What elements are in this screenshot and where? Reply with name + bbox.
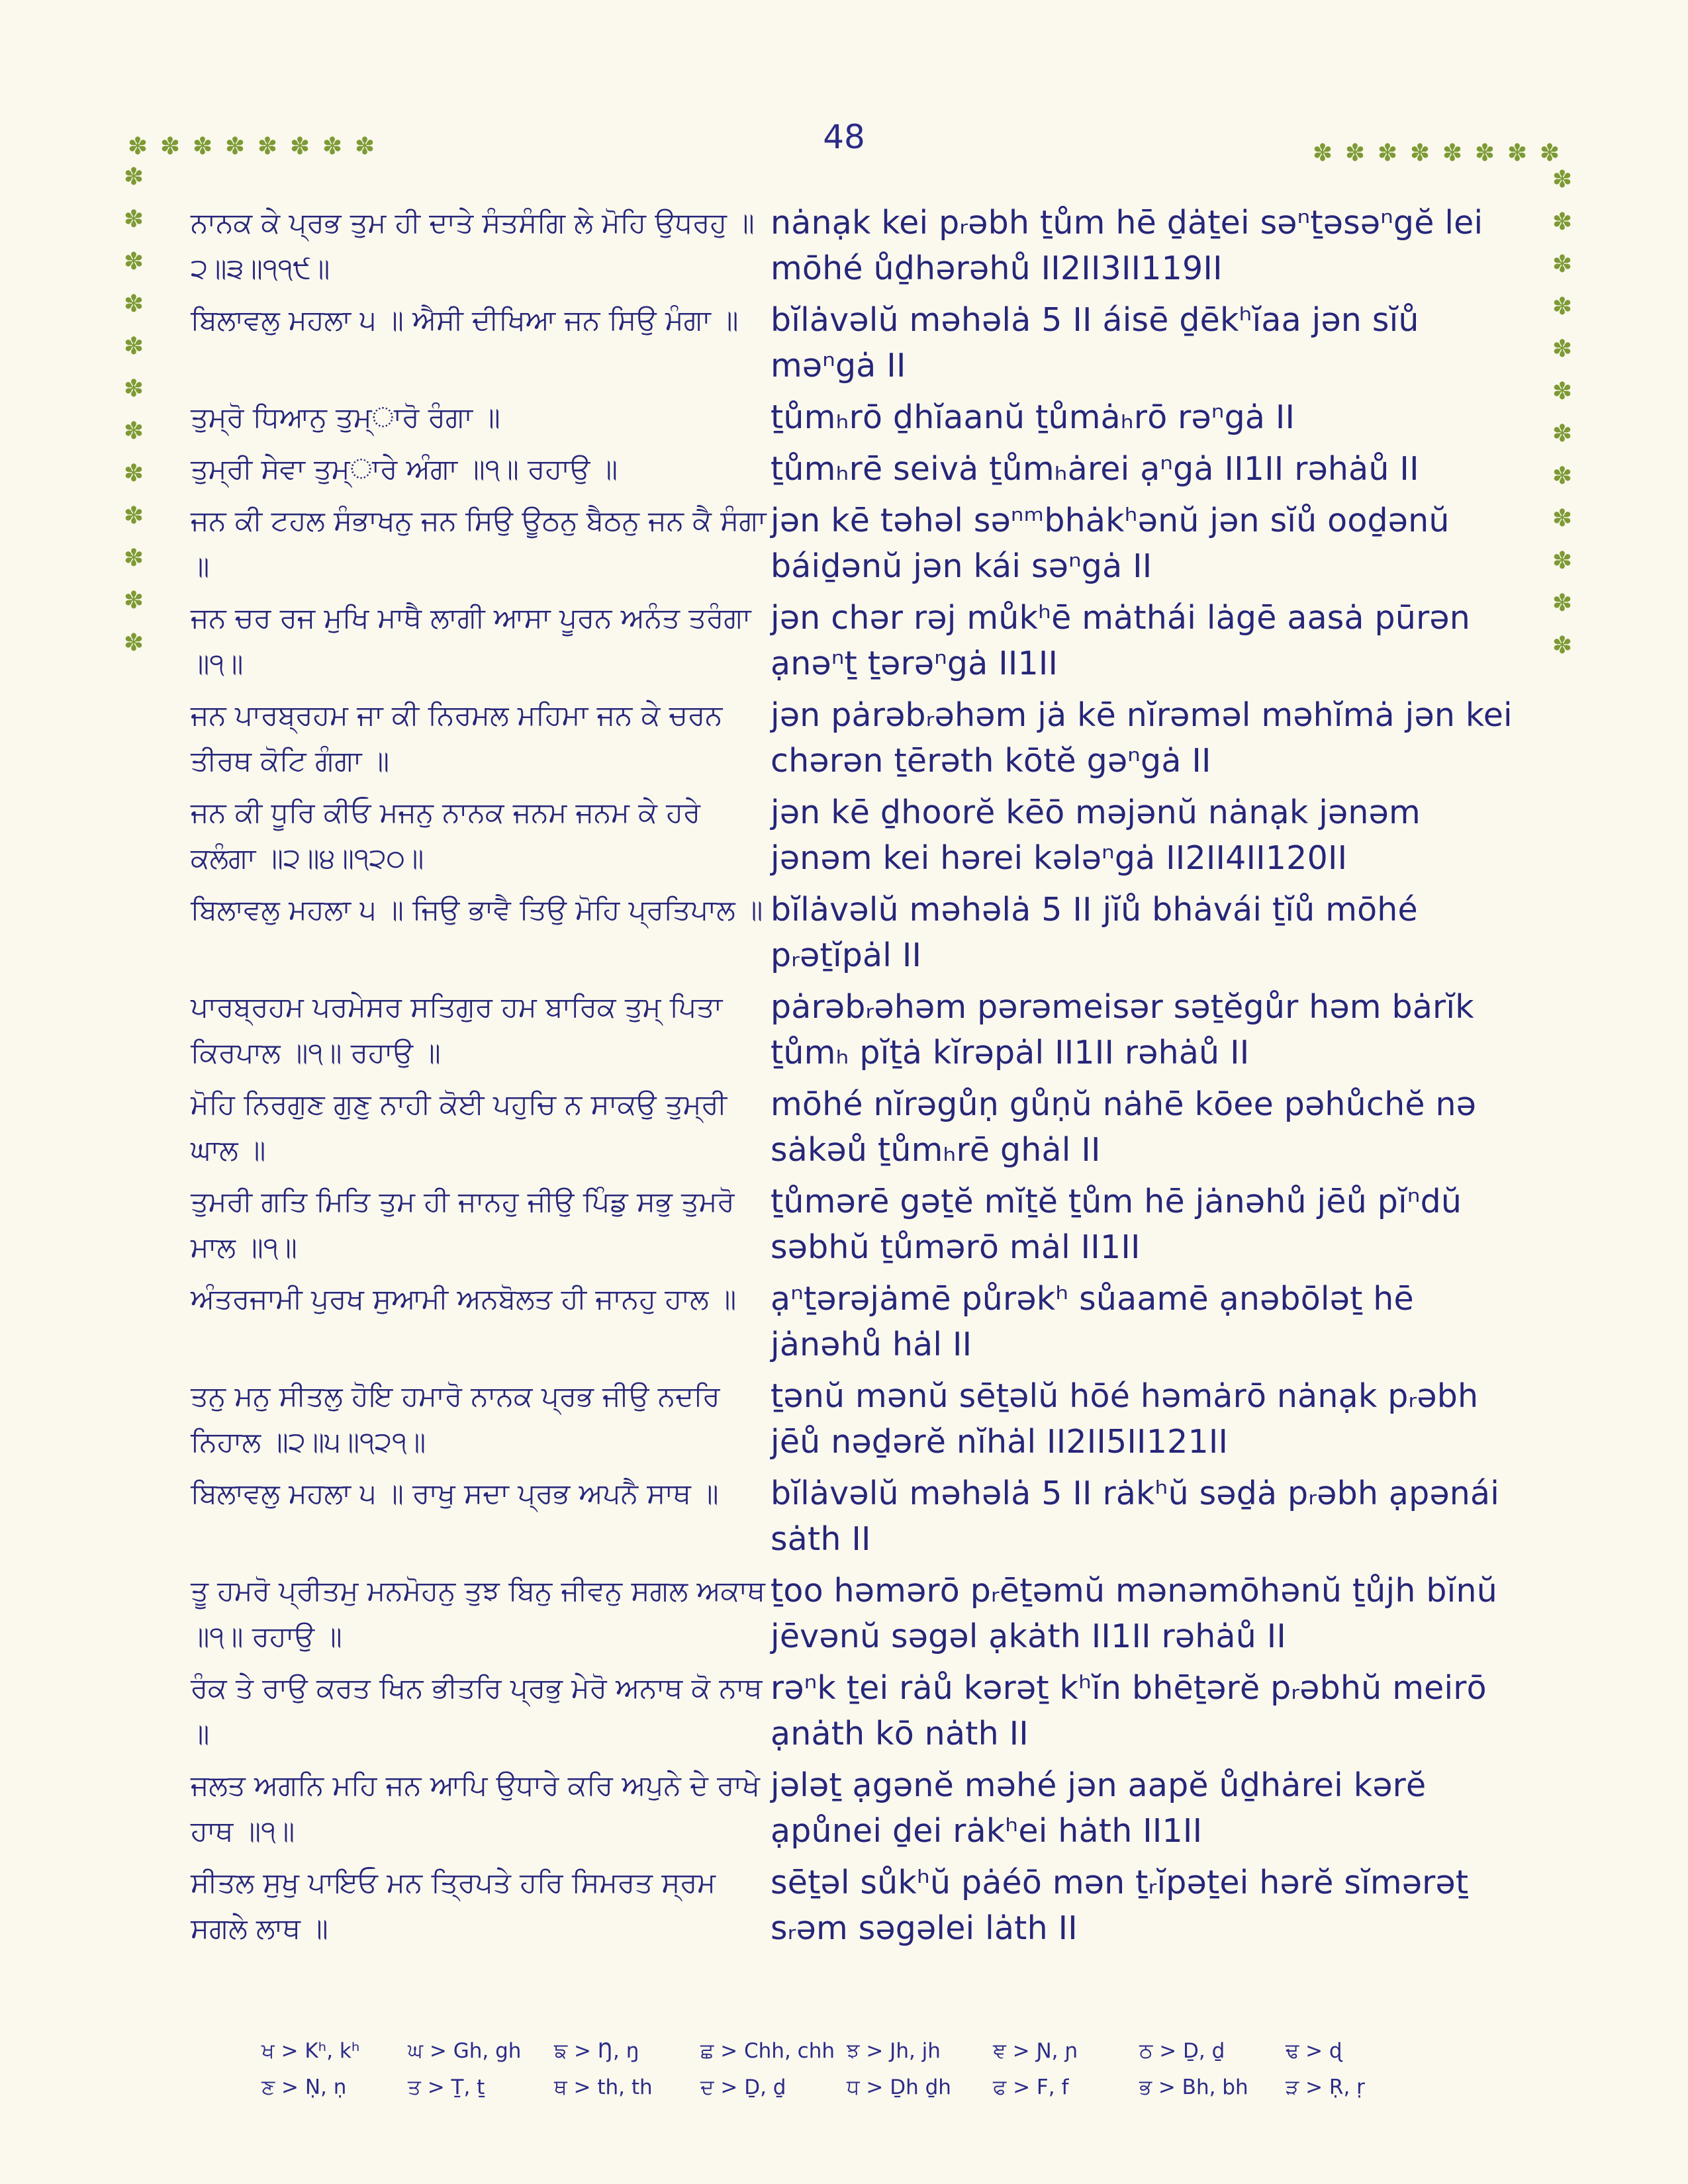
verse-row [191,199,1521,296]
gurmukhi-text: ਬਿਲਾਵਲੁ ਮਹਲਾ ੫ ॥ ਜਿਉ ਭਾਵੈ ਤਿਉ ਮੋਹਿ ਪ੍ਰਤਿਪਾਲ ॥ [191,893,763,926]
verse-row [191,1469,1521,1567]
gurmukhi-text: ਜਨ ਕੀ ਧੂਰਿ ਕੀਓ ਮਜਨੁ ਨਾਨਕ ਜਨਮ ਜਨਮ ਕੇ ਹਰੇ ਕਲੰਗਾ ॥੨॥੪॥੧੨੦॥ [191,796,701,874]
gurmukhi-text: ਤੂ ਹਮਰੋ ਪ੍ਰੀਤਮੁ ਮਨਮੋਹਨੁ ਤੁਝ ਬਿਨੁ ਜੀਵਨੁ ਸਗਲ ਅਕਾਥ ॥੧॥ ਰਹਾਉ ॥ [191,1574,765,1653]
flower-icon: ✽ [123,375,144,402]
transliteration-text: jələṯ ạgənĕ məhé jən aapĕ ůḏhȧrei kərĕ ạpůnei ḏei rȧkʰei hȧth II1II [771,1766,1427,1850]
verse-row [191,788,1521,886]
legend-item: ਞ > Ɲ, ɲ [993,2039,1078,2063]
flower-icon: ✽ [289,133,310,160]
transliteration-text: jən kē təhəl səⁿᵐbhȧkʰənŭ jən sĭů ooḏənŭ báiḏənŭ jən kái səⁿgȧ II [771,502,1450,585]
gurmukhi-text: ਜਨ ਪਾਰਬ੍ਰਹਮ ਜਾ ਕੀ ਨਿਰਮਲ ਮਹਿਮਾ ਜਨ ਕੇ ਚਰਨ ਤੀਰਥ ਕੋਟਿ ਗੰਗਾ ॥ [191,699,723,777]
transliteration-text: nȧnạk kei pᵣəbh ṯům hē ḏȧṯei səⁿṯəsəⁿgĕ lei mōhé ůḏhərəhů II2II3II119II [771,204,1483,287]
legend-item: ਤ > Ṯ, ṯ [408,2075,485,2099]
verse-table [191,199,1521,1956]
legend-row [261,2033,1453,2070]
top-right-ornament-row [1309,140,1563,167]
verse-row [191,445,1521,496]
flower-icon: ✽ [1312,140,1333,167]
legend-item: ਝ > Jh, jh [847,2039,941,2063]
gurmukhi-text: ਪਾਰਬ੍ਰਹਮ ਪਰਮੇਸਰ ਸਤਿਗੁਰ ਹਮ ਬਾਰਿਕ ਤੁਮ੍ ਪਿਤਾ ਕਿਰਪਾਲ ॥੧॥ ਰਹਾਉ ॥ [191,991,723,1069]
verse-row [191,393,1521,445]
flower-icon: ✽ [224,133,246,160]
gurmukhi-text: ਰੰਕ ਤੇ ਰਾਉ ਕਰਤ ਖਿਨ ਭੀਤਰਿ ਪ੍ਰਭੁ ਮੇਰੋ ਅਨਾਥ ਕੋ ਨਾਥ ॥ [191,1672,763,1750]
flower-icon: ✽ [1552,463,1573,490]
flower-icon: ✽ [1344,140,1366,167]
flower-icon: ✽ [123,333,144,360]
verse-row [191,691,1521,788]
legend-item: ੜ > Ṛ, ṛ [1286,2075,1365,2099]
legend-row [261,2070,1453,2106]
legend-item: ਙ > Ŋ, ŋ [554,2039,639,2063]
flower-icon: ✽ [123,502,144,529]
flower-icon: ✽ [123,545,144,572]
flower-icon: ✽ [1552,336,1573,363]
verse-row [191,296,1521,393]
flower-icon: ✽ [123,206,144,233]
flower-icon: ✽ [1552,420,1573,447]
flower-icon: ✽ [123,629,144,657]
flower-icon: ✽ [123,291,144,318]
flower-icon: ✽ [1552,632,1573,659]
verse-row [191,1177,1521,1275]
legend-item: ਫ > F, f [993,2075,1069,2099]
flower-icon: ✽ [1442,140,1463,167]
flower-icon: ✽ [192,133,213,160]
flower-icon: ✽ [257,133,278,160]
flower-icon: ✽ [123,418,144,445]
transliteration-text: ṯoo həmərō pᵣēṯəmŭ mənəmōhənŭ ṯůjh bĭnŭ jēvənŭ səgəl ạkȧth II1II rəhȧů II [771,1572,1498,1655]
verse-row [191,983,1521,1080]
verse-row [191,1080,1521,1177]
gurmukhi-text: ਤੁਮ੍ਰੋ ਧਿਆਨੁ ਤੁਮ੍ਾਰੋ ਰੰਗਾ ॥ [191,401,500,433]
transliteration-text: pȧrəbᵣəhəm pərəmeisər səṯĕgůr həm bȧrĭk ṯůmₕ pĭṯȧ kĭrəpȧl II1II rəhȧů II [771,988,1474,1071]
verse-row [191,1372,1521,1469]
transliteration-text: bĭlȧvəlŭ məhəlȧ 5 II rȧkʰŭ səḏȧ pᵣəbh ạpənái sȧth II [771,1475,1500,1558]
transliteration-legend [261,2033,1453,2106]
transliteration-text: jən kē ḏhoorĕ kēō məjənŭ nȧnạk jənəm jənəm kei hərei kələⁿgȧ II2II4II120II [771,794,1421,877]
flower-icon: ✽ [1552,208,1573,236]
verse-row [191,496,1521,594]
gurmukhi-text: ਜਲਤ ਅਗਨਿ ਮਹਿ ਜਨ ਆਪਿ ਉਧਾਰੇ ਕਰਿ ਅਪੁਨੇ ਦੇ ਰਾਖੇ ਹਾਥ ॥੧॥ [191,1769,760,1847]
page-number: 48 [823,118,865,156]
flower-icon: ✽ [1552,166,1573,193]
top-left-ornament-row [124,134,378,160]
gurmukhi-text: ਜਨ ਚਰ ਰਜ ਮੁਖਿ ਮਾਥੈ ਲਾਗੀ ਆਸਾ ਪੂਰਨ ਅਨੰਤ ਤਰੰਗਾ ॥੧॥ [191,602,751,680]
legend-item: ਭ > Bh, bh [1139,2075,1248,2099]
legend-item: ਥ > th, th [554,2075,653,2099]
legend-item: ਦ > Ḏ, ḏ [700,2075,786,2099]
legend-item: ਧ > Ḏh ḏh [847,2075,951,2099]
gurmukhi-text: ਜਨ ਕੀ ਟਹਲ ਸੰਭਾਖਨੁ ਜਨ ਸਿਉ ਊਠਨੁ ਬੈਠਨੁ ਜਨ ਕੈ ਸੰਗਾ ॥ [191,504,767,582]
gurmukhi-text: ਨਾਨਕ ਕੇ ਪ੍ਰਭ ਤੁਮ ਹੀ ਦਾਤੇ ਸੰਤਸੰਗਿ ਲੇ ਮੋਹਿ ਉਧਰਹੁ ॥੨॥੩॥੧੧੯॥ [191,206,755,285]
flower-icon: ✽ [160,133,181,160]
transliteration-text: mōhé nĭrəgůṇ gůṇŭ nȧhē kōee pəhůchĕ nə sȧkəů ṯůmₕrē ghȧl II [771,1085,1477,1169]
gurmukhi-text: ਮੋਹਿ ਨਿਰਗੁਣ ਗੁਣੁ ਨਾਹੀ ਕੋਈ ਪਹੁਚਿ ਨ ਸਾਕਉ ਤੁਮ੍ਰੀ ਘਾਲ ॥ [191,1088,727,1166]
flower-icon: ✽ [1409,140,1430,167]
gurmukhi-text: ਬਿਲਾਵਲੁ ਮਹਲਾ ੫ ॥ ਐਸੀ ਦੀਖਿਆ ਜਨ ਸਿਉ ਮੰਗਾ ॥ [191,304,739,336]
gurmukhi-text: ਅੰਤਰਜਾਮੀ ਪੁਰਖ ਸੁਆਮੀ ਅਨਬੋਲਤ ਹੀ ਜਾਨਹੁ ਹਾਲ ॥ [191,1283,737,1315]
flower-icon: ✽ [1552,590,1573,617]
transliteration-text: jən chər rəj můkʰē mȧthái lȧgē aasȧ pūrən ạnəⁿṯ ṯərəⁿgȧ II1II [771,599,1471,682]
transliteration-text: ṯůmərē gəṯĕ mĭṯĕ ṯům hē jȧnəhů jēů pĭⁿdŭ səbhŭ ṯůmərō mȧl II1II [771,1183,1462,1266]
verse-row [191,886,1521,983]
legend-item: ਠ > Ḏ, ḏ [1139,2039,1225,2063]
transliteration-text: jən pȧrəbᵣəhəm jȧ kē nĭrəməl məhĭmȧ jən kei chərən ṯērəth kōtĕ gəⁿgȧ II [771,696,1513,780]
legend-item: ਣ > Ṇ, ṇ [261,2075,347,2099]
transliteration-text: ạⁿṯərəjȧmē půrəkʰ sůaamē ạnəbōləṯ hē jȧnəhů hȧl II [771,1280,1414,1363]
flower-icon: ✽ [123,248,144,275]
flower-icon: ✽ [123,460,144,487]
flower-icon: ✽ [1377,140,1398,167]
flower-icon: ✽ [1552,547,1573,574]
flower-icon: ✽ [123,163,144,191]
flower-icon: ✽ [322,133,343,160]
transliteration-text: rəⁿk ṯei rȧů kərəṯ kʰĭn bhēṯərĕ pᵣəbhŭ meirō ạnȧth kō nȧth II [771,1669,1487,1752]
gurmukhi-text: ਤੁਮ੍ਰੀ ਸੇਵਾ ਤੁਮ੍ਾਰੇ ਅੰਗਾ ॥੧॥ ਰਹਾਉ ॥ [191,453,618,485]
transliteration-text: bĭlȧvəlŭ məhəlȧ 5 II áisē ḏēkʰĭaa jən sĭů məⁿgȧ II [771,301,1419,385]
flower-icon: ✽ [1474,140,1495,167]
flower-icon: ✽ [1507,140,1528,167]
verse-row [191,1275,1521,1372]
gurmukhi-text: ਤਨੁ ਮਨੁ ਸੀਤਲੁ ਹੋਇ ਹਮਾਰੋ ਨਾਨਕ ਪ੍ਰਭ ਜੀਉ ਨਦਰਿ ਨਿਹਾਲ ॥੨॥੫॥੧੨੧॥ [191,1380,720,1458]
verse-row [191,594,1521,691]
transliteration-text: ṯənŭ mənŭ sēṯəlŭ hōé həmȧrō nȧnạk pᵣəbh jēů nəḏərĕ nĭhȧl II2II5II121II [771,1377,1479,1461]
transliteration-text: ṯůmₕrō ḏhĭaanŭ ṯůmȧₕrō rəⁿgȧ II [771,398,1295,436]
verse-row [191,1567,1521,1664]
transliteration-text: bĭlȧvəlŭ məhəlȧ 5 II jĭů bhȧvái ṯĭů mōhé pᵣəṯĭpȧl II [771,891,1418,974]
verse-row [191,1664,1521,1761]
flower-icon: ✽ [1552,505,1573,532]
flower-icon: ✽ [123,587,144,614]
flower-icon: ✽ [1552,251,1573,278]
gurmukhi-text: ਬਿਲਾਵਲੁ ਮਹਲਾ ੫ ॥ ਰਾਖੁ ਸਦਾ ਪ੍ਰਭ ਅਪਨੈ ਸਾਥ ॥ [191,1477,719,1510]
legend-item: ਘ > Gh, gh [408,2039,522,2063]
legend-item: ਢ > ɖ [1286,2039,1342,2063]
flower-icon: ✽ [354,133,375,160]
flower-icon: ✽ [1552,378,1573,405]
legend-item: ਖ > Kʰ, kʰ [261,2039,360,2063]
verse-row [191,1858,1521,1956]
verse-row [191,1761,1521,1858]
gurmukhi-text: ਸੀਤਲ ਸੁਖੁ ਪਾਇਓ ਮਨ ਤ੍ਰਿਪਤੇ ਹਰਿ ਸਿਮਰਤ ਸ੍ਰਮ ਸਗਲੇ ਲਾਥ ॥ [191,1866,716,1944]
gurmukhi-text: ਤੁਮਰੀ ਗਤਿ ਮਿਤਿ ਤੁਮ ਹੀ ਜਾਨਹੁ ਜੀਉ ਪਿੰਡੁ ਸਭੁ ਤੁਮਰੋ ਮਾਲ ॥੧॥ [191,1185,735,1263]
flower-icon: ✽ [127,133,148,160]
legend-item: ਛ > Chh, chh [700,2039,835,2063]
transliteration-text: sēṯəl sůkʰŭ pȧéō mən ṯᵣĭpəṯei hərĕ sĭmərəṯ sᵣəm səgəlei lȧth II [771,1864,1469,1947]
flower-icon: ✽ [1552,293,1573,320]
left-ornament-column [120,164,147,657]
flower-icon: ✽ [1539,140,1560,167]
right-ornament-column [1549,167,1575,659]
transliteration-text: ṯůmₕrē seivȧ ṯůmₕȧrei ạⁿgȧ II1II rəhȧů II [771,450,1419,488]
